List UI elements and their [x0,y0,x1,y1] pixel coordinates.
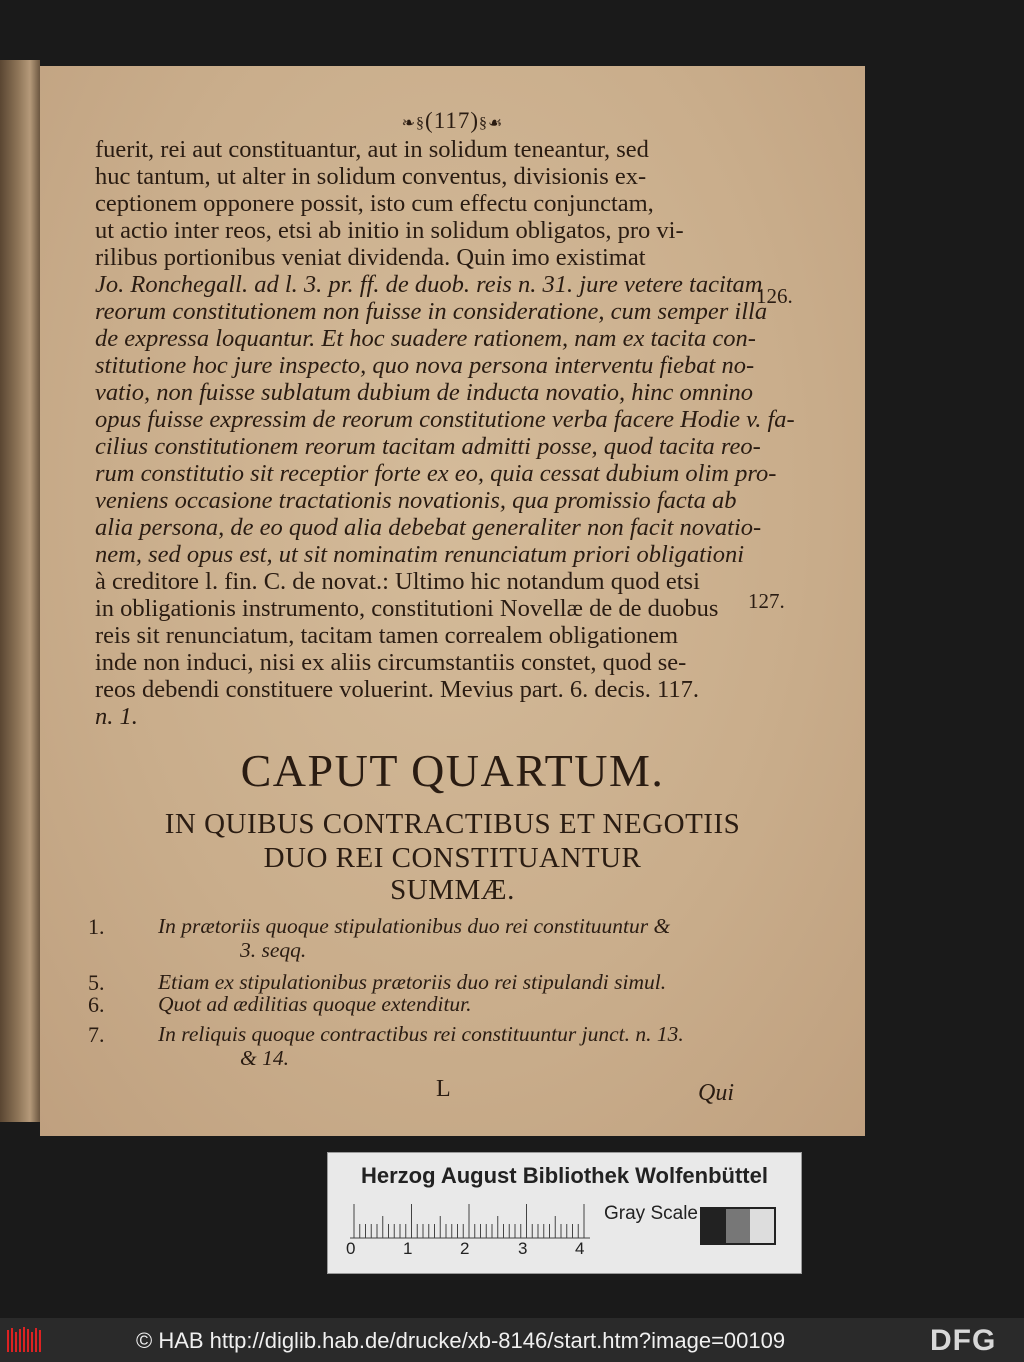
dfg-logo: DFG [930,1324,997,1357]
ruler-digit-1: 1 [403,1239,413,1258]
ruler-digit-4: 4 [575,1239,585,1258]
text-line: ut actio inter reos, etsi ab initio in solidum obligatos, pro vi- [95,217,684,244]
text-line: cilius constitutionem reorum tacitam admitti posse, quod tacita reo- [95,433,761,460]
text-line: ceptionem opponere possit, isto cum effectu conjunctam, [95,190,654,217]
ruler-digit-2: 2 [460,1239,470,1258]
copyright-url: © HAB http://diglib.hab.de/drucke/xb-8146/start.htm?image=00109 [136,1328,786,1353]
text-line: huc tantum, ut alter in solidum conventus, divisionis ex- [95,163,647,190]
summary-number: 1. [88,914,105,939]
ruler-digit-0: 0 [346,1239,356,1258]
text-line: rilibus portionibus veniat dividenda. Quin imo existimat [95,244,646,271]
ruler-scale [350,1203,590,1239]
heading-line-1: IN QUIBUS CONTRACTIBUS ET NEGOTIIS [164,808,741,840]
summary-text: Quot ad ædilitias quoque extenditur. [158,992,472,1016]
text-line: Jo. Ronchegall. ad l. 3. pr. ff. de duob. reis n. 31. jure vetere tacitam [95,271,763,298]
gray-scale-swatch [700,1207,776,1245]
label-title: Herzog August Bibliothek Wolfenbüttel [361,1163,768,1188]
text-line: reis sit renunciatum, tacitam tamen correalem obligationem [95,622,679,649]
heading-line-2: DUO REI CONSTITUANTUR [263,842,642,874]
text-line: de expressa loquantur. Et hoc suadere rationem, nam ex tacita con- [95,325,756,352]
summary-number: 5. [88,970,105,995]
text-line: reos debendi constituere voluerint. Mevius part. 6. decis. 117. [95,676,699,703]
text-line: alia persona, de eo quod alia debebat generaliter non facit novatio- [95,514,762,541]
text-line: opus fuisse expressim de reorum constitutione verba facere Hodie v. fa- [95,406,795,433]
page-number-text: (117) [425,108,480,133]
page-number [40,108,865,134]
margin-number-126: 126. [756,284,793,308]
catchword: Qui [698,1080,734,1106]
summary-number: 7. [88,1022,105,1047]
margin-number-127: 127. [748,589,785,613]
text-line: reorum constitutionem non fuisse in consideratione, cum semper illa [95,298,768,325]
text-line: n. 1. [95,703,138,730]
hab-logo-icon [6,1326,44,1354]
summary-text: In prætoriis quoque stipulationibus duo rei constituuntur & [158,914,671,938]
text-line: veniens occasione tractationis novationis, qua promissio facta ab [95,487,737,514]
text-line: inde non induci, nisi ex aliis circumstantiis constet, quod se- [95,649,687,676]
chapter-title: CAPUT QUARTUM. [240,745,665,796]
ornament-left-icon: ❧§ [401,115,426,132]
ruler-digit-3: 3 [518,1239,528,1258]
summary-number: 6. [88,992,105,1017]
text-line: fuerit, rei aut constituantur, aut in solidum teneantur, sed [95,136,649,163]
previous-page-edge [0,60,40,1122]
ornament-right-icon: §☙ [479,115,504,132]
text-line: in obligationis instrumento, constitutioni Novellæ de de duobus [95,595,719,622]
footer-bar [0,1318,1024,1362]
text-line: rum constitutio sit receptior forte ex eo, quia cessat dubium olim pro- [95,460,777,487]
text-line: stitutione hoc jure inspecto, quo nova persona interventu fiebat no- [95,352,755,379]
heading-line-3: SUMMÆ. [390,874,515,906]
hab-color-label [327,1152,802,1274]
text-line: vatio, non fuisse sublatum dubium de inducta novatio, hinc omnino [95,379,754,406]
signature-mark: L [436,1076,451,1102]
text-line: à creditore l. fin. C. de novat.: Ultimo hic notandum quod etsi [95,568,700,595]
summary-text: In reliquis quoque contractibus rei constituuntur junct. n. 13. [158,1022,684,1046]
text-line: nem, sed opus est, ut sit nominatim renunciatum priori obligationi [95,541,745,568]
summary-text: & 14. [240,1046,289,1070]
summary-text: Etiam ex stipulationibus prætoriis duo rei stipulandi simul. [158,970,667,994]
book-page [40,66,865,1136]
summary-text: 3. seqq. [240,938,307,962]
gray-scale-label: Gray Scale [604,1203,698,1224]
